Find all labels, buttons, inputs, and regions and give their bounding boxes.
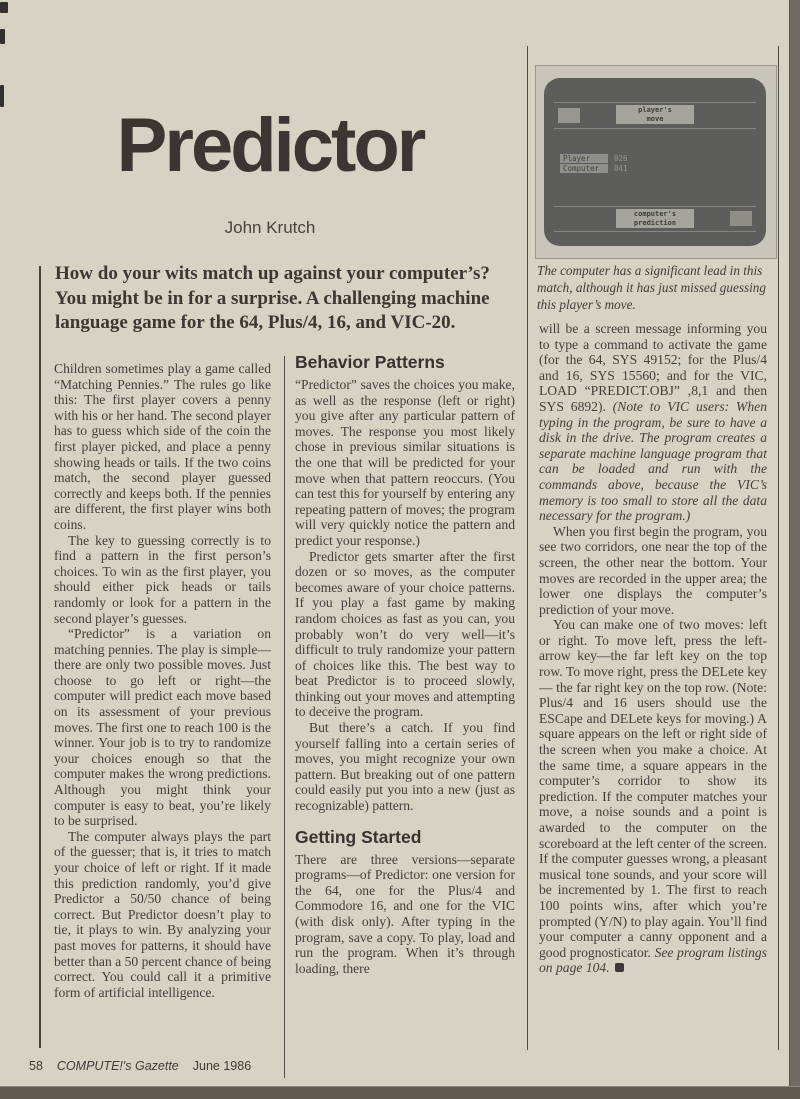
column-rule-2-3 bbox=[527, 46, 528, 1050]
game-screenshot-photo bbox=[535, 65, 777, 259]
page-number: 58 bbox=[29, 1059, 43, 1073]
paragraph: But there’s a catch. If you find yourself falling into a certain series of moves, you might recognize your own pattern. But breaking out of one pattern could easily put you into a new (just as recognizable) pattern. bbox=[295, 720, 515, 814]
vic-note-italic: (Note to VIC users: When typing in the program, be sure to have a disk in the drive. The program creates a separate machine language program that can be loaded and run with the commands above, because the VIC’s memory is too small to store all the data necessary for the program.) bbox=[539, 398, 767, 524]
standfirst: How do your wits match up against your computer’s? You might be in for a surprise. A challenging machine language game for the 64, Plus/4, 16, and VIC-20. bbox=[55, 263, 490, 333]
corridor-line-bottom-upper bbox=[554, 206, 756, 207]
byline: John Krutch bbox=[224, 218, 316, 237]
computer-score-value: 041 bbox=[614, 164, 628, 173]
scan-edge-bottom bbox=[0, 1086, 800, 1099]
scoreboard bbox=[560, 154, 628, 174]
paragraph: When you first begin the program, you see two corridors, one near the top of the screen, the other near the bottom. Your moves are recorded in the upper area; the lower one displays the computer’s prediction of your move. bbox=[539, 523, 767, 617]
score-row-computer bbox=[560, 164, 628, 173]
corridor-line-top-lower bbox=[554, 128, 756, 129]
column-1 bbox=[54, 361, 271, 1000]
section-heading-getting-started: Getting Started bbox=[295, 826, 422, 847]
section-heading-behavior-patterns: Behavior Patterns bbox=[295, 352, 445, 372]
corridor-line-bottom-lower bbox=[554, 231, 756, 232]
page-footer bbox=[29, 1059, 251, 1073]
player-score-label: Player bbox=[560, 154, 608, 163]
paragraph: “Predictor” is a variation on matching pennies. The play is simple—there are only two possible moves. Just choose to go left or right—the computer will predict each move based on its assessment of your previous moves. The first one to reach 100 is the winner. Your job is to try to randomize your choices enough so that the computer makes the wrong predictions. Although you might think your computer is easy to beat, you’re likely to be surprised. bbox=[54, 626, 271, 829]
magazine-title: COMPUTE!'s Gazette bbox=[56, 1059, 179, 1073]
paragraph: There are three versions—separate programs—of Predictor: one version for the 64, one for the Plus/4 and Commodore 16, and one for the VIC (with disk only). After typing in the program, save a copy. To play, load and run the program. When it’s through loading, there bbox=[295, 851, 515, 976]
computers-prediction-label-line2: prediction bbox=[633, 218, 677, 227]
scan-edge-right bbox=[789, 0, 800, 1099]
players-move-label bbox=[616, 105, 694, 124]
player-score-value: 026 bbox=[614, 154, 628, 163]
issue-date: June 1986 bbox=[192, 1059, 252, 1073]
players-move-label-line1: player's bbox=[638, 106, 672, 114]
player-move-square bbox=[558, 108, 580, 123]
article-title: Predictor bbox=[116, 103, 424, 188]
paragraph-text: will be a screen message informing you to type a command to activate the game (for the 64, SYS 49152; for the Plus/4 and 16, SYS 15560; and for the VIC, LOAD “PREDICT.OBJ” ,8,1 and then SYS 6892). bbox=[539, 321, 767, 414]
paragraph: Children sometimes play a game called “Matching Pennies.” The rules go like this: The first player covers a penny with his or her hand. The second player has to guess which side of the coin the first player picked, and place a penny showing heads or tails. If the two coins match, the second player guessed correctly and keeps both. If the pennies are different, the first player wins both coins. bbox=[54, 361, 271, 532]
computer-prediction-square bbox=[730, 211, 752, 226]
paragraph bbox=[539, 617, 767, 976]
scan-artifact-mark bbox=[0, 85, 4, 107]
column-rule-1-2 bbox=[284, 356, 285, 1078]
column-2 bbox=[295, 352, 515, 976]
paragraph: The key to guessing correctly is to find a pattern in the first person’s choices. To win as the first player, you should either pick heads or tails randomly or look for a pattern in the second player’s guesses. bbox=[54, 532, 271, 626]
paragraph: Predictor gets smarter after the first dozen or so moves, as the computer becomes aware of your choice patterns. If you play a fast game by making random choices as fast as you can, you probably won’t do very well—it’s difficult to truly randomize your pattern of choices like this. The best way to beat Predictor is to proceed slowly, thinking out your moves and attempting to deceive the program. bbox=[295, 548, 515, 720]
see-listings-italic: See program listings on page 104. bbox=[539, 944, 767, 976]
crt-screen bbox=[544, 78, 766, 246]
computers-prediction-label-line1: computer's bbox=[633, 210, 677, 218]
column-3 bbox=[539, 321, 767, 976]
score-row-player bbox=[560, 154, 628, 163]
scan-artifact-mark bbox=[0, 29, 5, 44]
corridor-line-top-upper bbox=[554, 102, 756, 103]
scan-artifact-mark bbox=[0, 2, 8, 13]
computers-prediction-label bbox=[616, 209, 694, 228]
right-margin-rule bbox=[778, 46, 779, 1050]
paragraph: “Predictor” saves the choices you make, as well as the response (left or right) you give after any particular pattern of moves. The response you most likely chose in previous similar situations is the one that will be predicted for your move when that pattern reoccurs. (You can test this for yourself by entering any repeating pattern of moves; the program will very quickly notice the pattern and predict your response.) bbox=[295, 377, 515, 548]
computer-score-label: Computer bbox=[560, 164, 608, 173]
paragraph bbox=[539, 321, 767, 524]
photo-caption: The computer has a significant lead in this match, although it has just missed guessing this player’s move. bbox=[537, 263, 766, 312]
paragraph-text: You can make one of two moves: left or right. To move left, press the left-arrow key—the far left key on the top row. To move right, press the DELete key— the far right key on the top row. (Note: Plus/4 and 16 users should use the ESCape and DELete keys for moving.) A square appears on the left or right side of the screen when you make a choice. At the same time, a square appears in the computer’s corridor to show its prediction. If the computer matches your move, a noise sounds and a point is awarded to the computer on the scoreboard at the left center of the screen. If the computer guesses wrong, a pleasant musical tone sounds, and your score will be incremented by 1. The first to reach 100 points wins, after which you’re prompted (Y/N) to play again. You’ll find your computer a canny opponent and a good prognosticator. bbox=[539, 617, 767, 960]
end-of-article-icon bbox=[615, 963, 624, 972]
players-move-label-line2: move bbox=[646, 114, 664, 123]
paragraph: The computer always plays the part of the guesser; that is, it tries to match your choice of left or right. If it made this prediction randomly, you’d give Predictor a 50/50 chance of being correct. But Predictor doesn’t play to tie, it plays to win. By analyzing your past moves for patterns, it should have better than a 50 percent chance of being correct. You could call it a primitive form of artificial intelligence. bbox=[54, 828, 272, 1000]
standfirst-left-rule bbox=[39, 266, 41, 1048]
